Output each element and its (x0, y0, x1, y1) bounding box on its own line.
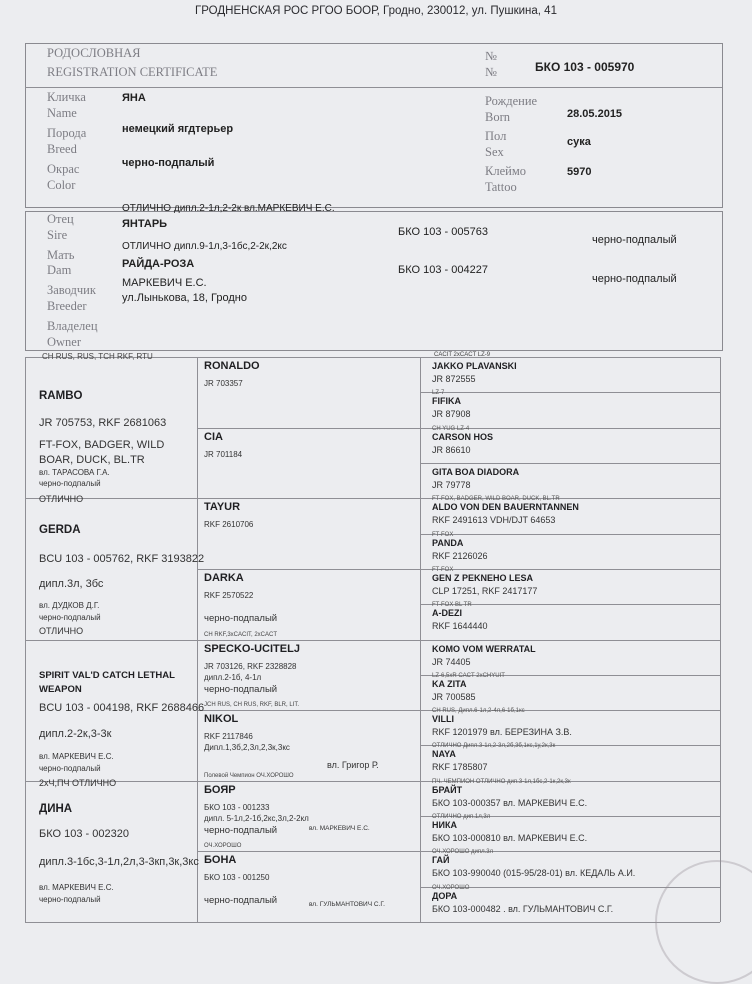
pedigree-line: черно-подпалый (204, 612, 278, 624)
dam-label-en: Dam (47, 263, 72, 277)
sire-note: ОТЛИЧНО дипл.2-1л,2-2к вл.МАРКЕВИЧ Е.С. (122, 203, 335, 214)
pedigree-line: черно-подпалый (39, 763, 101, 773)
great-parent-cell (25, 781, 197, 922)
breed-value: немецкий ягдтерьер (122, 123, 234, 135)
pedigree-line: BCU 103 - 004198, RKF 2688466 (39, 701, 205, 714)
pedigree-reg: JR 74405 (432, 656, 471, 667)
pedigree-line: дипл. 5-1л,2-1б,2кс,3л,2-2кл (204, 813, 309, 823)
pedigree-name: RAMBO (39, 390, 83, 402)
dam-color: черно-подпалый (592, 273, 677, 285)
pedigree-name: GEN Z PEKNEHO LESA (432, 572, 534, 583)
pedigree-line: ОТЛИЧНО (39, 626, 84, 637)
pedigree-owner: вл. ГУЛЬМАНТОВИЧ С.Г. (309, 901, 385, 909)
pedigree-owner: вл. Григор Р. (327, 760, 379, 771)
ancestor-cell (420, 778, 720, 821)
title-en: REGISTRATION CERTIFICATE (47, 65, 218, 79)
pedigree-name: ДИНА (39, 802, 73, 815)
grandparent-cell (197, 357, 420, 428)
pedigree-name: KA ZITA (432, 678, 467, 689)
ancestor-cell (420, 604, 720, 639)
pedigree-reg: БКО 103-000482 . вл. ГУЛЬМАНТОВИЧ С.Г. (432, 903, 614, 914)
number-label: № (485, 65, 497, 79)
pedigree-line: 2хЧ,ПЧ ОТЛИЧНО (39, 777, 117, 788)
great-parent-cell (25, 498, 205, 639)
ancestor-cell (420, 672, 720, 715)
dam-note: ОТЛИЧНО дипл.9-1л,3-1бс,2-2к,2кс (122, 241, 287, 252)
pedigree-name: ДОРА (432, 890, 458, 901)
pedigree-name: CARSON HOS (432, 431, 494, 442)
pedigree-reg: RKF 1785807 (432, 762, 488, 773)
ancestor-cell (420, 463, 720, 503)
pedigree-name: НИКА (432, 820, 457, 831)
pedigree-note: CH YUG LZ-4 (432, 425, 470, 432)
pedigree-name: DARKA (204, 571, 244, 584)
grandparent-cell (197, 428, 420, 499)
pedigree-line: БКО 103 - 001233 (204, 802, 270, 812)
pedigree-reg: JR 79778 (432, 479, 471, 490)
pedigree-note: FT-FOX, BADGER, WILD BOAR, DUCK, BL.TR (432, 496, 560, 503)
ancestor-cell (420, 498, 720, 538)
grandparent-cell (197, 498, 420, 569)
pedigree-line: черно-подпалый (204, 824, 278, 836)
pedigree-line: черно-подпалый (39, 894, 101, 904)
gen3-top-note: CACIT 2xCACT LZ-9 (434, 352, 491, 358)
pedigree-note: ПЧ. ЧЕМПИОН ОТЛИЧНО дип.3-1л,1бс,2-1к,2к,3к (432, 778, 571, 785)
pedigree-name: SPECKO-UCITELJ (204, 642, 300, 655)
sire-color: черно-подпалый (592, 234, 677, 246)
sire-name: ЯНТАРЬ (122, 218, 168, 230)
pedigree-line: вл. ДУДКОВ Д.Г. (39, 601, 100, 611)
name-label-ru: Кличка (47, 90, 86, 104)
pedigree-name: ALDO VON DEN BAUERNTANNEN (432, 502, 579, 513)
pedigree-note: ОЧ.ХОРОШО (432, 884, 470, 891)
ancestor-cell (420, 357, 720, 397)
name-label-en: Name (47, 106, 77, 120)
pedigree-line: БКО 103 - 002320 (39, 827, 129, 840)
pedigree-reg: JR 87908 (432, 409, 471, 420)
pedigree-reg: RKF 2491613 VDH/DJT 64653 (432, 515, 556, 526)
pedigree-reg: CLP 17251, RKF 2417177 (432, 585, 538, 596)
pedigree-reg: RKF 1644440 (432, 621, 488, 632)
gen1-top-note: CH RUS, RUS, TCH RKF, RTU (42, 352, 153, 361)
pedigree-line: JR 705753, RKF 2681063 (39, 417, 167, 429)
pedigree-line: JR 703126, RKF 2328828 (204, 661, 297, 671)
color-label-ru: Окрас (47, 162, 80, 176)
ancestor-cell (420, 816, 720, 856)
pedigree-name: GERDA (39, 524, 81, 537)
pedigree-name: БРАЙТ (432, 784, 463, 795)
pedigree-note: ОЧ.ХОРОШО дипл.3л (432, 849, 494, 856)
pedigree-line: Дипл.1,3б,2,3л,2,3к,3кс (204, 743, 290, 753)
ancestor-cell (420, 566, 720, 609)
pedigree-note: CH RUS, Дипл.6-1л,2-4л,6-1б,1кс (432, 708, 525, 715)
pedigree-owner: вл. МАРКЕВИЧ Е.С. (309, 824, 370, 832)
pedigree-line: RKF 2570522 (204, 590, 254, 600)
owner-label-en: Owner (47, 335, 82, 349)
pedigree-line: черно-подпалый (39, 613, 101, 623)
breeder-label-ru: Заводчик (47, 283, 96, 297)
grandparent-cell (197, 569, 420, 640)
pedigree-line: вл. МАРКЕВИЧ Е.С. (39, 882, 114, 892)
pedigree-name: FIFIKA (432, 396, 461, 407)
pedigree-line: FT-FOX, BADGER, WILD (39, 439, 165, 451)
breeder-label-en: Breeder (47, 299, 87, 313)
pedigree-note: JCH RUS, CH RUS, RKF, BLR, LIT. (204, 702, 300, 709)
dam-label-ru: Мать (47, 248, 75, 262)
pedigree-note: ОТЛИЧНО Дипл.3-1л,2-3л,2б,3б,1кс,1у,2к,3к (432, 743, 556, 750)
pedigree-line: RKF 2117846 (204, 732, 253, 742)
number-label: № (485, 49, 497, 63)
pedigree-reg: JR 86610 (432, 444, 471, 455)
pedigree-line: черно-подпалый (39, 479, 101, 488)
tattoo-label-ru: Клеймо (485, 164, 526, 178)
grandparent-cell (197, 710, 420, 781)
grid-line (720, 357, 721, 922)
color-value: черно-подпалый (122, 157, 215, 169)
pedigree-note: FT-FOX (432, 566, 454, 573)
pedigree-note: LZ-6,5xR CACT 2xCHYUIT (432, 672, 505, 679)
pedigree-name: KOMO VOM WERRATAL (432, 643, 536, 654)
pedigree-name: NIKOL (204, 713, 239, 726)
breed-label-en: Breed (47, 142, 77, 156)
pedigree-name: PANDA (432, 537, 464, 548)
tattoo-label-en: Tattoo (485, 180, 517, 194)
pedigree-name: SPIRIT VAL'D CATCH LETHAL (39, 669, 175, 681)
dog-name: ЯНА (122, 92, 146, 104)
breeder-name: МАРКЕВИЧ Е.С. (122, 277, 207, 289)
pedigree-line: вл. МАРКЕВИЧ Е.С. (39, 751, 114, 761)
grandparent-cell (197, 851, 420, 922)
pedigree-name: GITA BOA DIADORA (432, 466, 520, 477)
dam-name: РАЙДА-РОЗА (122, 258, 195, 270)
ancestor-cell (420, 745, 720, 785)
pedigree-line: дипл.3л, 3бс (39, 578, 104, 591)
pedigree-name: JAKKO PLAVANSKI (432, 361, 517, 371)
pedigree-note: FT-FOX (432, 531, 454, 538)
pedigree-reg: БКО 103-000357 вл. МАРКЕВИЧ Е.С. (432, 797, 588, 808)
divider (25, 87, 722, 88)
born-label-ru: Рождение (485, 94, 538, 108)
pedigree-line: RKF 2610706 (204, 520, 254, 530)
born-value: 28.05.2015 (567, 108, 623, 120)
sex-label-ru: Пол (485, 129, 507, 143)
pedigree-note: Полевой Чемпион ОЧ.ХОРОШО (204, 772, 294, 779)
pedigree-reg: БКО 103-000810 вл. МАРКЕВИЧ Е.С. (432, 833, 588, 844)
pedigree-reg: RKF 2126026 (432, 550, 488, 561)
breed-label-ru: Порода (47, 126, 87, 140)
pedigree-reg: JR 700585 (432, 691, 476, 702)
pedigree-name: БОЯР (204, 783, 236, 796)
great-parent-cell (25, 357, 197, 504)
pedigree-line: БКО 103 - 001250 (204, 873, 270, 883)
sex-label-en: Sex (485, 145, 504, 159)
tattoo-value: 5970 (567, 166, 592, 178)
owner-label-ru: Владелец (47, 319, 98, 333)
certificate-number: БКО 103 - 005970 (535, 60, 635, 74)
pedigree-line: JR 703357 (204, 379, 243, 388)
title-ru: РОДОСЛОВНАЯ (47, 46, 141, 60)
grandparent-cell (197, 781, 420, 852)
pedigree-note: FT-FOX BL TR (432, 602, 472, 609)
ancestor-cell (420, 425, 720, 463)
sex-value: сука (567, 136, 591, 148)
pedigree-note: LZ-7 (432, 390, 445, 397)
organization-header: ГРОДНЕНСКАЯ РОС РГОО БООР, Гродно, 230012, ул. Пушкина, 41 (195, 5, 557, 17)
breeder-address: ул.Лынькова, 18, Гродно (122, 292, 247, 304)
pedigree-name: RONALDO (204, 360, 260, 372)
sire-label-en: Sire (47, 228, 68, 242)
pedigree-name: TAYUR (204, 501, 241, 514)
pedigree-line: черно-подпалый (204, 683, 278, 695)
color-label-en: Color (47, 178, 76, 192)
pedigree-note: ОЧ.ХОРОШО (204, 843, 242, 850)
pedigree-name: WEAPON (39, 683, 82, 695)
pedigree-line: черно-подпалый (204, 895, 278, 907)
pedigree-line: дипл.2-1б, 4-1л (204, 672, 262, 682)
pedigree-name: VILLI (432, 714, 454, 725)
pedigree-name: CIA (204, 430, 223, 443)
pedigree-reg: БКО 103-990040 (015-95/28-01) вл. КЕДАЛЬ А.И. (432, 868, 636, 879)
pedigree-line: BOAR, DUCK, BL.TR (39, 454, 145, 466)
pedigree-name: БОНА (204, 854, 237, 867)
pedigree-line: JR 701184 (204, 449, 243, 459)
pedigree-name: ГАЙ (432, 855, 450, 866)
pedigree-line: дипл.3-1бс,3-1л,2л,3-3кп,3к,3кс (39, 855, 199, 868)
pedigree-name: A-DEZI (432, 608, 462, 619)
dam-reg: БКО 103 - 004227 (398, 264, 488, 276)
grandparent-cell (197, 640, 420, 711)
great-parent-cell (25, 640, 205, 788)
sire-reg: БКО 103 - 005763 (398, 226, 488, 238)
pedigree-line: BCU 103 - 005762, RKF 3193822 (39, 553, 205, 566)
pedigree-line: ОТЛИЧНО (39, 494, 84, 504)
pedigree-note: ОТЛИЧНО дип.1л,3л (432, 814, 491, 821)
born-label-en: Born (485, 110, 510, 124)
ancestor-cell (420, 531, 720, 573)
ancestor-cell (420, 710, 720, 750)
ancestor-cell (420, 392, 720, 432)
pedigree-line: дипл.2-2к,3-3к (39, 727, 112, 740)
pedigree-note: CH RKF,3xCACIT, 2xCACT (204, 631, 278, 638)
pedigree-name: NAYA (432, 749, 456, 760)
pedigree-reg: RKF 1201979 вл. БЕРЕЗИНА З.В. (432, 727, 572, 738)
ancestor-cell (420, 640, 720, 679)
pedigree-reg: JR 872555 (432, 374, 476, 384)
sire-label-ru: Отец (47, 212, 74, 226)
pedigree-line: вл. ТАРАСОВА Г.А. (39, 468, 110, 477)
